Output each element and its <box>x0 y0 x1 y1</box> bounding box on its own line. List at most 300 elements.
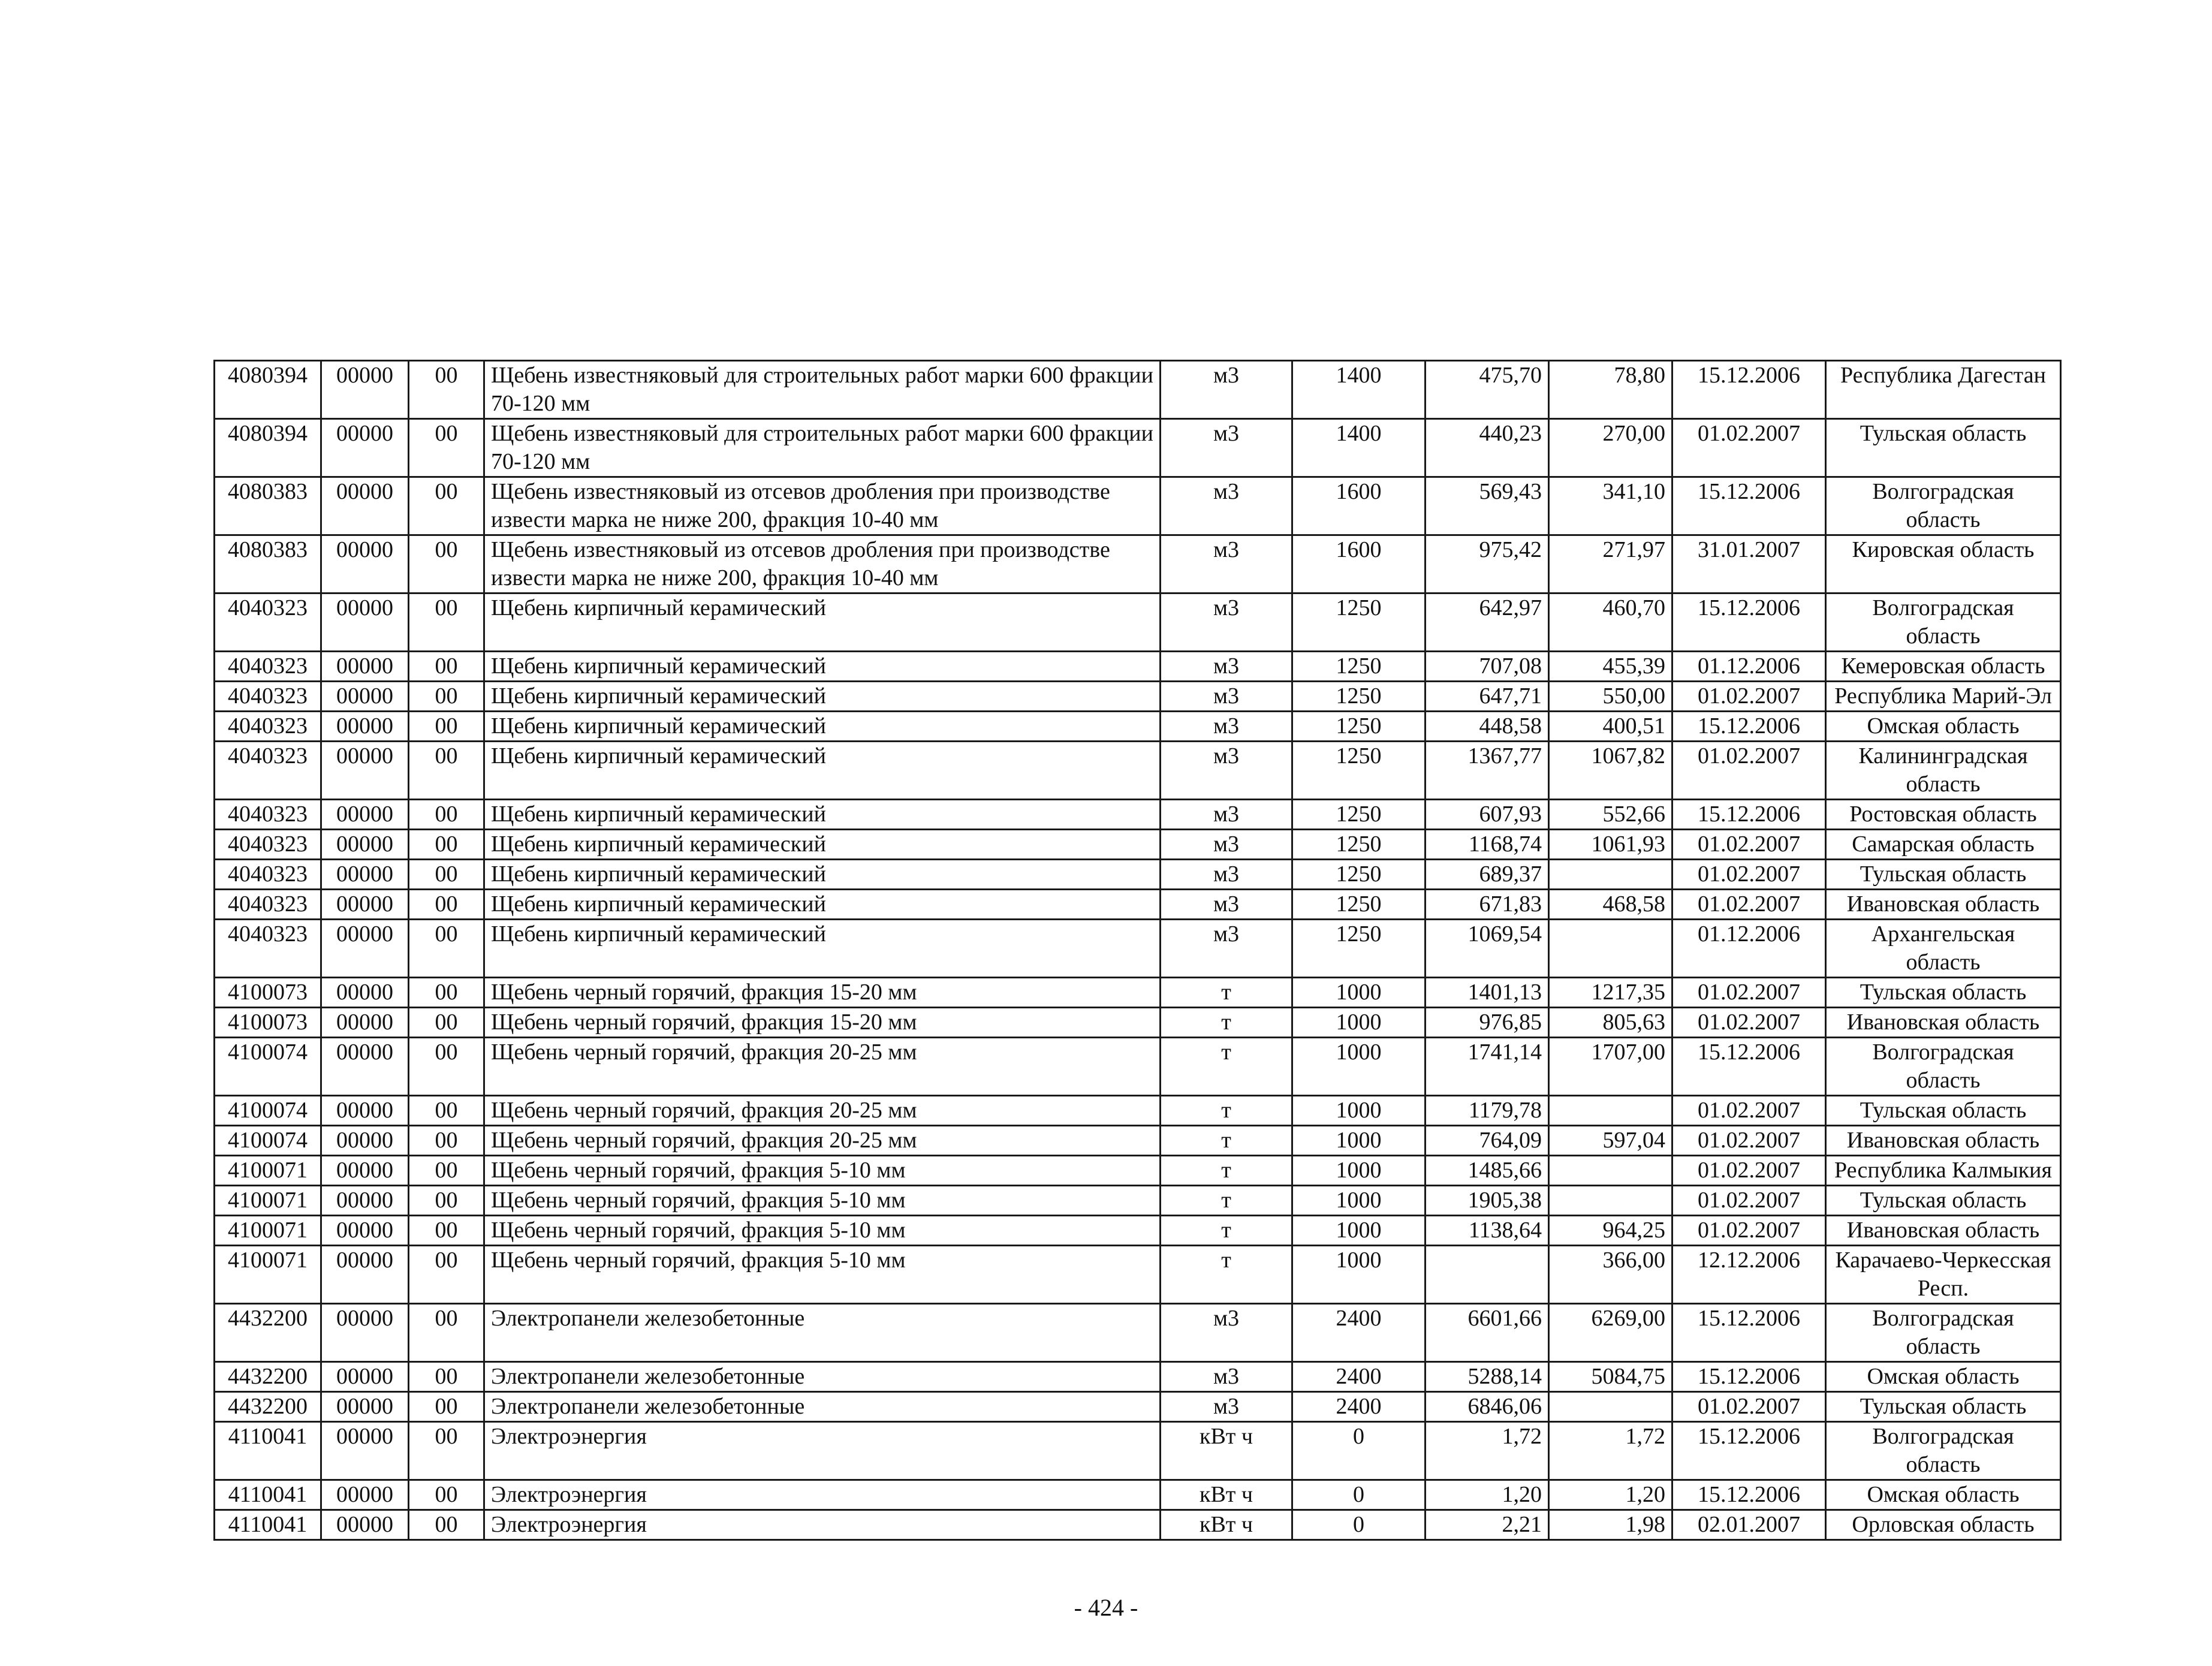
item-code-cell: 4110041 <box>215 1510 321 1540</box>
unit-cell: т <box>1161 1038 1292 1096</box>
unit-cell: т <box>1161 1246 1292 1304</box>
table-row <box>215 594 2061 652</box>
price-1-cell: 642,97 <box>1426 594 1549 652</box>
unit-cell: м3 <box>1161 742 1292 800</box>
quantity-cell: 1250 <box>1292 742 1426 800</box>
table-row <box>215 361 2061 419</box>
unit-cell: т <box>1161 1216 1292 1246</box>
sub-code-cell: 00000 <box>321 1422 409 1480</box>
sub-code-cell: 00000 <box>321 890 409 920</box>
date-cell: 01.02.2007 <box>1672 1186 1826 1216</box>
group-code-cell: 00 <box>409 419 484 477</box>
price-1-cell: 1,20 <box>1426 1480 1549 1510</box>
quantity-cell: 1000 <box>1292 1246 1426 1304</box>
unit-cell: кВт ч <box>1161 1480 1292 1510</box>
material-name-cell: Электроэнергия <box>484 1510 1161 1540</box>
item-code-cell: 4040323 <box>215 890 321 920</box>
group-code-cell: 00 <box>409 1156 484 1186</box>
price-1-cell: 1069,54 <box>1426 920 1549 978</box>
price-2-cell: 271,97 <box>1549 535 1672 594</box>
price-1-cell: 671,83 <box>1426 890 1549 920</box>
region-cell: Кировская область <box>1826 535 2061 594</box>
region-cell: Республика Калмыкия <box>1826 1156 2061 1186</box>
table-row <box>215 1038 2061 1096</box>
date-cell: 15.12.2006 <box>1672 477 1826 535</box>
date-cell: 15.12.2006 <box>1672 1304 1826 1362</box>
date-cell: 01.02.2007 <box>1672 890 1826 920</box>
price-1-cell: 707,08 <box>1426 652 1549 682</box>
table-row <box>215 1362 2061 1392</box>
quantity-cell: 2400 <box>1292 1304 1426 1362</box>
sub-code-cell: 00000 <box>321 1096 409 1126</box>
group-code-cell: 00 <box>409 1246 484 1304</box>
sub-code-cell: 00000 <box>321 1304 409 1362</box>
quantity-cell: 1000 <box>1292 1186 1426 1216</box>
quantity-cell: 2400 <box>1292 1362 1426 1392</box>
item-code-cell: 4040323 <box>215 652 321 682</box>
item-code-cell: 4040323 <box>215 682 321 712</box>
quantity-cell: 1600 <box>1292 477 1426 535</box>
price-1-cell: 6601,66 <box>1426 1304 1549 1362</box>
region-cell: Тульская область <box>1826 1392 2061 1422</box>
unit-cell: м3 <box>1161 830 1292 860</box>
material-name-cell: Щебень известняковый для строительных работ марки 600 фракции 70-120 мм <box>484 361 1161 419</box>
material-name-cell: Щебень черный горячий, фракция 15-20 мм <box>484 978 1161 1008</box>
table-row <box>215 1480 2061 1510</box>
sub-code-cell: 00000 <box>321 419 409 477</box>
region-cell: Волгоградская область <box>1826 477 2061 535</box>
group-code-cell: 00 <box>409 682 484 712</box>
price-1-cell: 440,23 <box>1426 419 1549 477</box>
date-cell: 15.12.2006 <box>1672 1362 1826 1392</box>
item-code-cell: 4080394 <box>215 419 321 477</box>
price-2-cell <box>1549 1096 1672 1126</box>
price-2-cell: 805,63 <box>1549 1008 1672 1038</box>
quantity-cell: 1000 <box>1292 978 1426 1008</box>
quantity-cell: 1000 <box>1292 1096 1426 1126</box>
item-code-cell: 4040323 <box>215 920 321 978</box>
price-2-cell <box>1549 1156 1672 1186</box>
price-table <box>213 360 2062 1541</box>
item-code-cell: 4040323 <box>215 742 321 800</box>
unit-cell: м3 <box>1161 419 1292 477</box>
price-1-cell: 607,93 <box>1426 800 1549 830</box>
group-code-cell: 00 <box>409 594 484 652</box>
region-cell: Волгоградская область <box>1826 594 2061 652</box>
price-1-cell: 1401,13 <box>1426 978 1549 1008</box>
date-cell: 02.01.2007 <box>1672 1510 1826 1540</box>
material-name-cell: Щебень черный горячий, фракция 5-10 мм <box>484 1186 1161 1216</box>
unit-cell: т <box>1161 1186 1292 1216</box>
region-cell: Тульская область <box>1826 419 2061 477</box>
table-row <box>215 1510 2061 1540</box>
region-cell: Волгоградская область <box>1826 1422 2061 1480</box>
material-name-cell: Щебень кирпичный керамический <box>484 682 1161 712</box>
price-2-cell: 1061,93 <box>1549 830 1672 860</box>
sub-code-cell: 00000 <box>321 1186 409 1216</box>
date-cell: 01.02.2007 <box>1672 419 1826 477</box>
quantity-cell: 1400 <box>1292 361 1426 419</box>
item-code-cell: 4432200 <box>215 1362 321 1392</box>
unit-cell: м3 <box>1161 535 1292 594</box>
table-row <box>215 1216 2061 1246</box>
group-code-cell: 00 <box>409 652 484 682</box>
price-1-cell: 448,58 <box>1426 712 1549 742</box>
table-row <box>215 742 2061 800</box>
price-1-cell: 1179,78 <box>1426 1096 1549 1126</box>
unit-cell: кВт ч <box>1161 1422 1292 1480</box>
date-cell: 31.01.2007 <box>1672 535 1826 594</box>
table-row <box>215 978 2061 1008</box>
price-1-cell: 1741,14 <box>1426 1038 1549 1096</box>
quantity-cell: 1000 <box>1292 1008 1426 1038</box>
sub-code-cell: 00000 <box>321 1246 409 1304</box>
table-row <box>215 652 2061 682</box>
group-code-cell: 00 <box>409 1480 484 1510</box>
unit-cell: т <box>1161 978 1292 1008</box>
item-code-cell: 4110041 <box>215 1480 321 1510</box>
unit-cell: м3 <box>1161 920 1292 978</box>
item-code-cell: 4100073 <box>215 978 321 1008</box>
table-row <box>215 1186 2061 1216</box>
price-1-cell: 976,85 <box>1426 1008 1549 1038</box>
quantity-cell: 1250 <box>1292 860 1426 890</box>
price-1-cell: 1905,38 <box>1426 1186 1549 1216</box>
region-cell: Омская область <box>1826 712 2061 742</box>
group-code-cell: 00 <box>409 1510 484 1540</box>
sub-code-cell: 00000 <box>321 1038 409 1096</box>
quantity-cell: 1250 <box>1292 830 1426 860</box>
quantity-cell: 1000 <box>1292 1038 1426 1096</box>
material-name-cell: Щебень черный горячий, фракция 15-20 мм <box>484 1008 1161 1038</box>
item-code-cell: 4432200 <box>215 1304 321 1362</box>
quantity-cell: 1600 <box>1292 535 1426 594</box>
unit-cell: м3 <box>1161 1304 1292 1362</box>
material-name-cell: Щебень черный горячий, фракция 5-10 мм <box>484 1246 1161 1304</box>
price-2-cell: 455,39 <box>1549 652 1672 682</box>
sub-code-cell: 00000 <box>321 1008 409 1038</box>
region-cell: Республика Марий-Эл <box>1826 682 2061 712</box>
material-name-cell: Электропанели железобетонные <box>484 1392 1161 1422</box>
group-code-cell: 00 <box>409 860 484 890</box>
quantity-cell: 1250 <box>1292 800 1426 830</box>
group-code-cell: 00 <box>409 1038 484 1096</box>
unit-cell: м3 <box>1161 652 1292 682</box>
item-code-cell: 4040323 <box>215 712 321 742</box>
price-2-cell: 270,00 <box>1549 419 1672 477</box>
price-2-cell: 400,51 <box>1549 712 1672 742</box>
price-1-cell: 569,43 <box>1426 477 1549 535</box>
table-row <box>215 1304 2061 1362</box>
price-2-cell: 1,72 <box>1549 1422 1672 1480</box>
item-code-cell: 4080383 <box>215 535 321 594</box>
price-2-cell: 6269,00 <box>1549 1304 1672 1362</box>
region-cell: Республика Дагестан <box>1826 361 2061 419</box>
quantity-cell: 1250 <box>1292 712 1426 742</box>
sub-code-cell: 00000 <box>321 1480 409 1510</box>
date-cell: 15.12.2006 <box>1672 1038 1826 1096</box>
date-cell: 01.02.2007 <box>1672 860 1826 890</box>
group-code-cell: 00 <box>409 978 484 1008</box>
item-code-cell: 4110041 <box>215 1422 321 1480</box>
date-cell: 15.12.2006 <box>1672 1422 1826 1480</box>
region-cell: Архангельская область <box>1826 920 2061 978</box>
group-code-cell: 00 <box>409 800 484 830</box>
item-code-cell: 4100074 <box>215 1038 321 1096</box>
item-code-cell: 4432200 <box>215 1392 321 1422</box>
price-2-cell: 341,10 <box>1549 477 1672 535</box>
price-2-cell: 1217,35 <box>1549 978 1672 1008</box>
date-cell: 01.02.2007 <box>1672 1126 1826 1156</box>
unit-cell: м3 <box>1161 1362 1292 1392</box>
sub-code-cell: 00000 <box>321 1362 409 1392</box>
price-1-cell: 2,21 <box>1426 1510 1549 1540</box>
item-code-cell: 4040323 <box>215 594 321 652</box>
price-1-cell: 1168,74 <box>1426 830 1549 860</box>
material-name-cell: Щебень кирпичный керамический <box>484 920 1161 978</box>
sub-code-cell: 00000 <box>321 742 409 800</box>
date-cell: 01.02.2007 <box>1672 1392 1826 1422</box>
region-cell: Ивановская область <box>1826 890 2061 920</box>
region-cell: Калининградская область <box>1826 742 2061 800</box>
material-name-cell: Щебень кирпичный керамический <box>484 652 1161 682</box>
unit-cell: кВт ч <box>1161 1510 1292 1540</box>
material-name-cell: Электропанели железобетонные <box>484 1362 1161 1392</box>
material-name-cell: Электроэнергия <box>484 1480 1161 1510</box>
date-cell: 01.02.2007 <box>1672 1008 1826 1038</box>
sub-code-cell: 00000 <box>321 535 409 594</box>
price-2-cell <box>1549 920 1672 978</box>
unit-cell: м3 <box>1161 860 1292 890</box>
sub-code-cell: 00000 <box>321 920 409 978</box>
date-cell: 12.12.2006 <box>1672 1246 1826 1304</box>
price-1-cell: 475,70 <box>1426 361 1549 419</box>
date-cell: 15.12.2006 <box>1672 594 1826 652</box>
price-2-cell <box>1549 860 1672 890</box>
region-cell: Кемеровская область <box>1826 652 2061 682</box>
material-name-cell: Щебень кирпичный керамический <box>484 890 1161 920</box>
quantity-cell: 1250 <box>1292 920 1426 978</box>
unit-cell: м3 <box>1161 361 1292 419</box>
region-cell: Волгоградская область <box>1826 1038 2061 1096</box>
region-cell: Тульская область <box>1826 978 2061 1008</box>
unit-cell: т <box>1161 1126 1292 1156</box>
price-2-cell: 468,58 <box>1549 890 1672 920</box>
date-cell: 15.12.2006 <box>1672 712 1826 742</box>
item-code-cell: 4100071 <box>215 1216 321 1246</box>
date-cell: 01.02.2007 <box>1672 830 1826 860</box>
region-cell: Карачаево-Черкесская Респ. <box>1826 1246 2061 1304</box>
quantity-cell: 0 <box>1292 1480 1426 1510</box>
material-name-cell: Щебень черный горячий, фракция 20-25 мм <box>484 1126 1161 1156</box>
price-2-cell: 5084,75 <box>1549 1362 1672 1392</box>
price-1-cell: 6846,06 <box>1426 1392 1549 1422</box>
sub-code-cell: 00000 <box>321 594 409 652</box>
group-code-cell: 00 <box>409 535 484 594</box>
table-row <box>215 1096 2061 1126</box>
price-1-cell <box>1426 1246 1549 1304</box>
group-code-cell: 00 <box>409 477 484 535</box>
date-cell: 01.02.2007 <box>1672 742 1826 800</box>
region-cell: Тульская область <box>1826 860 2061 890</box>
price-2-cell <box>1549 1186 1672 1216</box>
table-row <box>215 800 2061 830</box>
date-cell: 15.12.2006 <box>1672 361 1826 419</box>
price-2-cell: 460,70 <box>1549 594 1672 652</box>
material-name-cell: Щебень кирпичный керамический <box>484 800 1161 830</box>
price-2-cell: 78,80 <box>1549 361 1672 419</box>
region-cell: Ивановская область <box>1826 1216 2061 1246</box>
unit-cell: т <box>1161 1008 1292 1038</box>
table-row <box>215 477 2061 535</box>
group-code-cell: 00 <box>409 742 484 800</box>
region-cell: Ростовская область <box>1826 800 2061 830</box>
region-cell: Ивановская область <box>1826 1008 2061 1038</box>
date-cell: 15.12.2006 <box>1672 1480 1826 1510</box>
price-2-cell: 964,25 <box>1549 1216 1672 1246</box>
group-code-cell: 00 <box>409 1304 484 1362</box>
material-name-cell: Щебень черный горячий, фракция 20-25 мм <box>484 1096 1161 1126</box>
quantity-cell: 0 <box>1292 1422 1426 1480</box>
table-row <box>215 1008 2061 1038</box>
table-row <box>215 1246 2061 1304</box>
region-cell: Самарская область <box>1826 830 2061 860</box>
sub-code-cell: 00000 <box>321 800 409 830</box>
material-name-cell: Щебень кирпичный керамический <box>484 830 1161 860</box>
region-cell: Омская область <box>1826 1362 2061 1392</box>
material-name-cell: Щебень кирпичный керамический <box>484 742 1161 800</box>
item-code-cell: 4040323 <box>215 860 321 890</box>
quantity-cell: 0 <box>1292 1510 1426 1540</box>
unit-cell: м3 <box>1161 890 1292 920</box>
table-row <box>215 682 2061 712</box>
price-1-cell: 764,09 <box>1426 1126 1549 1156</box>
price-1-cell: 975,42 <box>1426 535 1549 594</box>
group-code-cell: 00 <box>409 890 484 920</box>
page-number: - 424 - <box>1074 1594 1138 1621</box>
region-cell: Тульская область <box>1826 1186 2061 1216</box>
region-cell: Волгоградская область <box>1826 1304 2061 1362</box>
unit-cell: т <box>1161 1156 1292 1186</box>
region-cell: Орловская область <box>1826 1510 2061 1540</box>
table-row <box>215 712 2061 742</box>
sub-code-cell: 00000 <box>321 860 409 890</box>
date-cell: 01.02.2007 <box>1672 1096 1826 1126</box>
price-2-cell: 1,98 <box>1549 1510 1672 1540</box>
price-1-cell: 689,37 <box>1426 860 1549 890</box>
sub-code-cell: 00000 <box>321 712 409 742</box>
sub-code-cell: 00000 <box>321 682 409 712</box>
date-cell: 01.02.2007 <box>1672 1216 1826 1246</box>
date-cell: 01.12.2006 <box>1672 920 1826 978</box>
item-code-cell: 4100074 <box>215 1096 321 1126</box>
item-code-cell: 4100074 <box>215 1126 321 1156</box>
material-name-cell: Электропанели железобетонные <box>484 1304 1161 1362</box>
quantity-cell: 2400 <box>1292 1392 1426 1422</box>
price-1-cell: 647,71 <box>1426 682 1549 712</box>
material-name-cell: Щебень кирпичный керамический <box>484 594 1161 652</box>
material-name-cell: Щебень кирпичный керамический <box>484 860 1161 890</box>
table-row <box>215 1156 2061 1186</box>
price-2-cell <box>1549 1392 1672 1422</box>
item-code-cell: 4080394 <box>215 361 321 419</box>
quantity-cell: 1400 <box>1292 419 1426 477</box>
sub-code-cell: 00000 <box>321 830 409 860</box>
item-code-cell: 4100073 <box>215 1008 321 1038</box>
group-code-cell: 00 <box>409 1392 484 1422</box>
group-code-cell: 00 <box>409 1008 484 1038</box>
table-row <box>215 1126 2061 1156</box>
price-2-cell: 1,20 <box>1549 1480 1672 1510</box>
price-2-cell: 597,04 <box>1549 1126 1672 1156</box>
price-1-cell: 1,72 <box>1426 1422 1549 1480</box>
table-row <box>215 920 2061 978</box>
group-code-cell: 00 <box>409 1422 484 1480</box>
material-name-cell: Электроэнергия <box>484 1422 1161 1480</box>
material-name-cell: Щебень черный горячий, фракция 5-10 мм <box>484 1216 1161 1246</box>
group-code-cell: 00 <box>409 361 484 419</box>
group-code-cell: 00 <box>409 830 484 860</box>
sub-code-cell: 00000 <box>321 1392 409 1422</box>
price-1-cell: 1485,66 <box>1426 1156 1549 1186</box>
price-2-cell: 1707,00 <box>1549 1038 1672 1096</box>
material-name-cell: Щебень кирпичный керамический <box>484 712 1161 742</box>
unit-cell: м3 <box>1161 682 1292 712</box>
material-name-cell: Щебень черный горячий, фракция 5-10 мм <box>484 1156 1161 1186</box>
price-2-cell: 552,66 <box>1549 800 1672 830</box>
quantity-cell: 1000 <box>1292 1126 1426 1156</box>
table-row <box>215 860 2061 890</box>
unit-cell: м3 <box>1161 712 1292 742</box>
quantity-cell: 1000 <box>1292 1216 1426 1246</box>
price-1-cell: 1367,77 <box>1426 742 1549 800</box>
item-code-cell: 4040323 <box>215 830 321 860</box>
sub-code-cell: 00000 <box>321 1510 409 1540</box>
table-row <box>215 1392 2061 1422</box>
table-row <box>215 535 2061 594</box>
group-code-cell: 00 <box>409 712 484 742</box>
material-name-cell: Щебень известняковый из отсевов дробления при производстве извести марка не ниже 200, фракция 10-40 мм <box>484 535 1161 594</box>
table-row <box>215 1422 2061 1480</box>
table-row <box>215 890 2061 920</box>
group-code-cell: 00 <box>409 920 484 978</box>
sub-code-cell: 00000 <box>321 978 409 1008</box>
unit-cell: м3 <box>1161 1392 1292 1422</box>
unit-cell: м3 <box>1161 477 1292 535</box>
quantity-cell: 1250 <box>1292 594 1426 652</box>
region-cell: Тульская область <box>1826 1096 2061 1126</box>
group-code-cell: 00 <box>409 1362 484 1392</box>
sub-code-cell: 00000 <box>321 477 409 535</box>
item-code-cell: 4100071 <box>215 1186 321 1216</box>
date-cell: 01.02.2007 <box>1672 978 1826 1008</box>
price-1-cell: 5288,14 <box>1426 1362 1549 1392</box>
item-code-cell: 4100071 <box>215 1156 321 1186</box>
price-2-cell: 1067,82 <box>1549 742 1672 800</box>
quantity-cell: 1250 <box>1292 682 1426 712</box>
sub-code-cell: 00000 <box>321 1156 409 1186</box>
material-name-cell: Щебень известняковый для строительных работ марки 600 фракции 70-120 мм <box>484 419 1161 477</box>
price-1-cell: 1138,64 <box>1426 1216 1549 1246</box>
item-code-cell: 4040323 <box>215 800 321 830</box>
quantity-cell: 1250 <box>1292 652 1426 682</box>
group-code-cell: 00 <box>409 1096 484 1126</box>
region-cell: Омская область <box>1826 1480 2061 1510</box>
group-code-cell: 00 <box>409 1186 484 1216</box>
date-cell: 01.02.2007 <box>1672 682 1826 712</box>
sub-code-cell: 00000 <box>321 652 409 682</box>
sub-code-cell: 00000 <box>321 1126 409 1156</box>
